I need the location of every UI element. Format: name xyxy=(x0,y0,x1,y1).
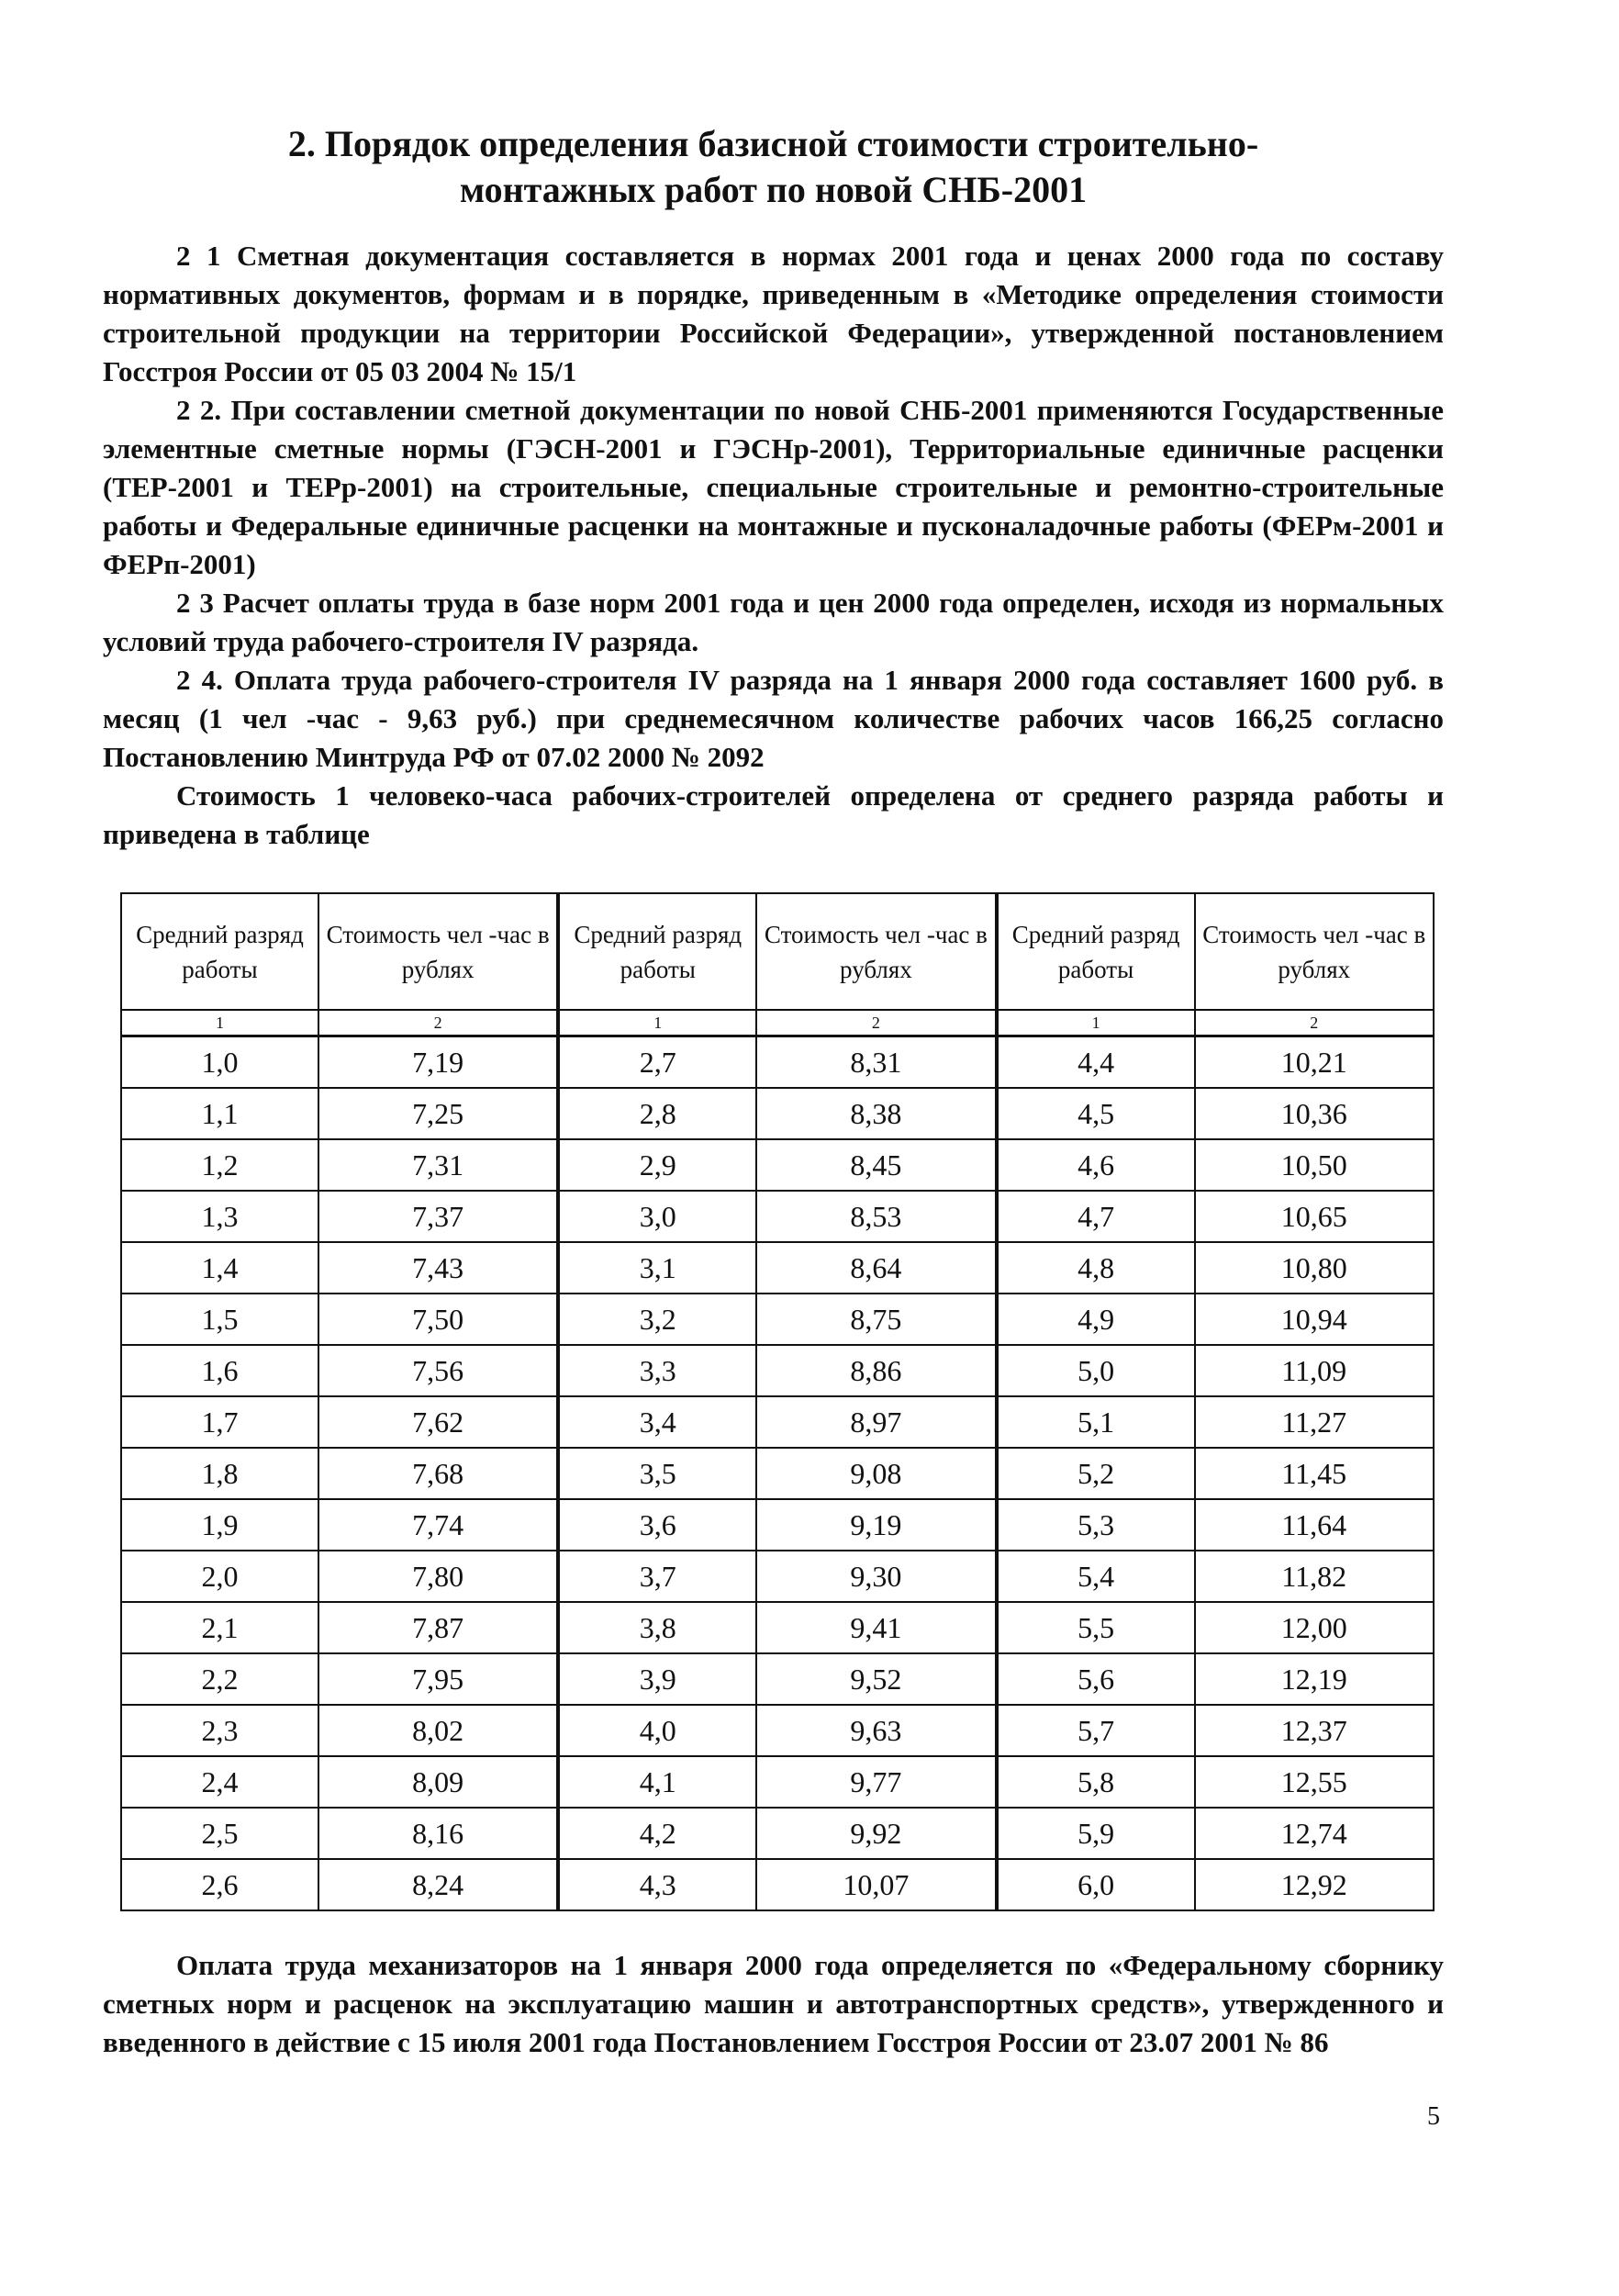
grade-cell: 1,1 xyxy=(121,1088,318,1139)
cost-cell: 7,19 xyxy=(318,1036,558,1089)
cost-cell: 12,74 xyxy=(1195,1808,1434,1859)
cost-cell: 9,77 xyxy=(756,1756,996,1808)
section-title-line-2: монтажных работ по новой СНБ-2001 xyxy=(459,169,1088,210)
grade-cell: 1,3 xyxy=(121,1191,318,1242)
cost-cell: 10,07 xyxy=(756,1859,996,1910)
cost-cell: 8,64 xyxy=(756,1242,996,1294)
cost-cell: 10,36 xyxy=(1195,1088,1434,1139)
cost-cell: 9,92 xyxy=(756,1808,996,1859)
table-row xyxy=(121,1345,1434,1396)
grade-cell: 2,3 xyxy=(121,1705,318,1756)
grade-cell: 2,7 xyxy=(558,1036,756,1089)
table-row xyxy=(121,1294,1434,1345)
grade-cell: 1,5 xyxy=(121,1294,318,1345)
table-row xyxy=(121,1396,1434,1448)
cost-cell: 8,31 xyxy=(756,1036,996,1089)
column-index: 1 xyxy=(997,1010,1195,1036)
cost-cell: 8,86 xyxy=(756,1345,996,1396)
grade-cell: 5,9 xyxy=(997,1808,1195,1859)
cost-cell: 8,53 xyxy=(756,1191,996,1242)
grade-cell: 3,1 xyxy=(558,1242,756,1294)
cost-cell: 8,38 xyxy=(756,1088,996,1139)
closing-text xyxy=(103,1946,1444,2062)
cost-cell: 8,45 xyxy=(756,1139,996,1191)
cost-cell: 7,37 xyxy=(318,1191,558,1242)
grade-cell: 4,7 xyxy=(997,1191,1195,1242)
labor-cost-table xyxy=(120,892,1435,1911)
table-row xyxy=(121,1139,1434,1191)
paragraph-2-4: 2 4. Оплата труда рабочего-строителя IV разряда на 1 января 2000 года составляет 1600 руб. в месяц (1 чел -час - 9,63 руб.) при среднемесячном количестве рабочих часов 166,25 согласно Постановлению Минтруда РФ от 07.02 2000 № 2092 xyxy=(103,664,1444,773)
cost-cell: 10,94 xyxy=(1195,1294,1434,1345)
grade-cell: 1,9 xyxy=(121,1499,318,1551)
table-row xyxy=(121,1653,1434,1705)
cost-cell: 12,55 xyxy=(1195,1756,1434,1808)
cost-cell: 11,82 xyxy=(1195,1551,1434,1602)
table-row xyxy=(121,1602,1434,1653)
cost-cell: 8,02 xyxy=(318,1705,558,1756)
grade-cell: 1,7 xyxy=(121,1396,318,1448)
grade-cell: 3,8 xyxy=(558,1602,756,1653)
cost-cell: 7,95 xyxy=(318,1653,558,1705)
header-grade: Средний разряд работы xyxy=(558,893,756,1010)
cost-cell: 7,80 xyxy=(318,1551,558,1602)
cost-cell: 7,25 xyxy=(318,1088,558,1139)
grade-cell: 4,1 xyxy=(558,1756,756,1808)
cost-cell: 12,37 xyxy=(1195,1705,1434,1756)
grade-cell: 5,2 xyxy=(997,1448,1195,1499)
paragraph-2-1: 2 1 Сметная документация составляется в нормах 2001 года и ценах 2000 года по составу нормативных документов, формам и в порядке, приведенным в «Методике определения стоимости строительной продукции на территории Российской Федерации», утвержденной постановлением Госстроя России от 05 03 2004 № 15/1 xyxy=(103,240,1444,387)
grade-cell: 6,0 xyxy=(997,1859,1195,1910)
grade-cell: 2,0 xyxy=(121,1551,318,1602)
table-row xyxy=(121,1088,1434,1139)
cost-cell: 10,21 xyxy=(1195,1036,1434,1089)
cost-cell: 7,62 xyxy=(318,1396,558,1448)
grade-cell: 3,4 xyxy=(558,1396,756,1448)
grade-cell: 3,2 xyxy=(558,1294,756,1345)
cost-cell: 7,43 xyxy=(318,1242,558,1294)
page-number: 5 xyxy=(1427,2102,1440,2131)
grade-cell: 4,3 xyxy=(558,1859,756,1910)
grade-cell: 3,9 xyxy=(558,1653,756,1705)
grade-cell: 2,2 xyxy=(121,1653,318,1705)
grade-cell: 4,9 xyxy=(997,1294,1195,1345)
grade-cell: 3,7 xyxy=(558,1551,756,1602)
grade-cell: 2,5 xyxy=(121,1808,318,1859)
column-index: 1 xyxy=(558,1010,756,1036)
table-header-row xyxy=(121,893,1434,1010)
header-grade: Средний разряд работы xyxy=(997,893,1195,1010)
grade-cell: 5,5 xyxy=(997,1602,1195,1653)
cost-cell: 7,56 xyxy=(318,1345,558,1396)
cost-cell: 10,65 xyxy=(1195,1191,1434,1242)
grade-cell: 5,7 xyxy=(997,1705,1195,1756)
cost-cell: 8,75 xyxy=(756,1294,996,1345)
cost-cell: 7,50 xyxy=(318,1294,558,1345)
column-index: 2 xyxy=(756,1010,996,1036)
table-row xyxy=(121,1551,1434,1602)
cost-cell: 12,92 xyxy=(1195,1859,1434,1910)
table-row xyxy=(121,1756,1434,1808)
grade-cell: 4,0 xyxy=(558,1705,756,1756)
grade-cell: 5,1 xyxy=(997,1396,1195,1448)
header-cost: Стоимость чел -час в рублях xyxy=(756,893,996,1010)
cost-cell: 9,30 xyxy=(756,1551,996,1602)
column-index: 2 xyxy=(318,1010,558,1036)
table-row xyxy=(121,1036,1434,1089)
table-row xyxy=(121,1499,1434,1551)
closing-paragraph: Оплата труда механизаторов на 1 января 2000 года определяется по «Федеральному сборнику сметных норм и расценок на эксплуатацию машин и автотранспортных средств», утвержденного и введенного в действие с 15 июля 2001 года Постановлением Госстроя России от 23.07 2001 № 86 xyxy=(103,1949,1444,2058)
column-index: 1 xyxy=(121,1010,318,1036)
cost-cell: 11,27 xyxy=(1195,1396,1434,1448)
column-index-row xyxy=(121,1010,1434,1036)
column-index: 2 xyxy=(1195,1010,1434,1036)
grade-cell: 4,4 xyxy=(997,1036,1195,1089)
table-row xyxy=(121,1705,1434,1756)
grade-cell: 3,0 xyxy=(558,1191,756,1242)
table-row xyxy=(121,1242,1434,1294)
grade-cell: 3,3 xyxy=(558,1345,756,1396)
grade-cell: 4,2 xyxy=(558,1808,756,1859)
table-body xyxy=(121,1036,1434,1911)
paragraph-2-2: 2 2. При составлении сметной документации по новой СНБ-2001 применяются Государственные элементные сметные нормы (ГЭСН-2001 и ГЭСНр-2001), Территориальные единичные расценки (ТЕР-2001 и ТЕРр-2001) на строительные, специальные строительные и ремонтно-строительные работы и Федеральные единичные расценки на монтажные и пусконаладочные работы (ФЕРм-2001 и ФЕРп-2001) xyxy=(103,394,1444,580)
cost-cell: 9,08 xyxy=(756,1448,996,1499)
cost-cell: 10,80 xyxy=(1195,1242,1434,1294)
grade-cell: 2,1 xyxy=(121,1602,318,1653)
cost-cell: 10,50 xyxy=(1195,1139,1434,1191)
grade-cell: 4,5 xyxy=(997,1088,1195,1139)
grade-cell: 1,4 xyxy=(121,1242,318,1294)
grade-cell: 5,6 xyxy=(997,1653,1195,1705)
header-grade: Средний разряд работы xyxy=(121,893,318,1010)
grade-cell: 2,4 xyxy=(121,1756,318,1808)
grade-cell: 3,5 xyxy=(558,1448,756,1499)
grade-cell: 4,6 xyxy=(997,1139,1195,1191)
cost-cell: 9,52 xyxy=(756,1653,996,1705)
section-title-line-1: 2. Порядок определения базисной стоимости строительно- xyxy=(287,123,1259,164)
cost-cell: 11,64 xyxy=(1195,1499,1434,1551)
cost-cell: 9,19 xyxy=(756,1499,996,1551)
grade-cell: 5,0 xyxy=(997,1345,1195,1396)
grade-cell: 2,9 xyxy=(558,1139,756,1191)
table-intro: Стоимость 1 человеко-часа рабочих-строителей определена от среднего разряда работы и приведена в таблице xyxy=(103,779,1444,850)
body-text xyxy=(103,237,1444,854)
cost-cell: 7,31 xyxy=(318,1139,558,1191)
cost-cell: 9,63 xyxy=(756,1705,996,1756)
section-title xyxy=(103,121,1444,213)
cost-cell: 11,09 xyxy=(1195,1345,1434,1396)
grade-cell: 1,6 xyxy=(121,1345,318,1396)
grade-cell: 1,2 xyxy=(121,1139,318,1191)
header-cost: Стоимость чел -час в рублях xyxy=(1195,893,1434,1010)
cost-cell: 9,41 xyxy=(756,1602,996,1653)
cost-cell: 12,00 xyxy=(1195,1602,1434,1653)
table-row xyxy=(121,1808,1434,1859)
grade-cell: 5,3 xyxy=(997,1499,1195,1551)
grade-cell: 1,0 xyxy=(121,1036,318,1089)
cost-cell: 11,45 xyxy=(1195,1448,1434,1499)
header-cost: Стоимость чел -час в рублях xyxy=(318,893,558,1010)
grade-cell: 5,4 xyxy=(997,1551,1195,1602)
cost-cell: 7,87 xyxy=(318,1602,558,1653)
grade-cell: 2,8 xyxy=(558,1088,756,1139)
cost-cell: 8,97 xyxy=(756,1396,996,1448)
table-row xyxy=(121,1859,1434,1910)
cost-cell: 8,24 xyxy=(318,1859,558,1910)
grade-cell: 3,6 xyxy=(558,1499,756,1551)
cost-cell: 8,16 xyxy=(318,1808,558,1859)
paragraph-2-3: 2 3 Расчет оплаты труда в базе норм 2001 года и цен 2000 года определен, исходя из нормальных условий труда рабочего-строителя IV разряда. xyxy=(103,587,1444,657)
grade-cell: 1,8 xyxy=(121,1448,318,1499)
cost-cell: 7,74 xyxy=(318,1499,558,1551)
grade-cell: 5,8 xyxy=(997,1756,1195,1808)
cost-cell: 12,19 xyxy=(1195,1653,1434,1705)
cost-cell: 8,09 xyxy=(318,1756,558,1808)
table-row xyxy=(121,1448,1434,1499)
grade-cell: 2,6 xyxy=(121,1859,318,1910)
table-row xyxy=(121,1191,1434,1242)
grade-cell: 4,8 xyxy=(997,1242,1195,1294)
cost-cell: 7,68 xyxy=(318,1448,558,1499)
